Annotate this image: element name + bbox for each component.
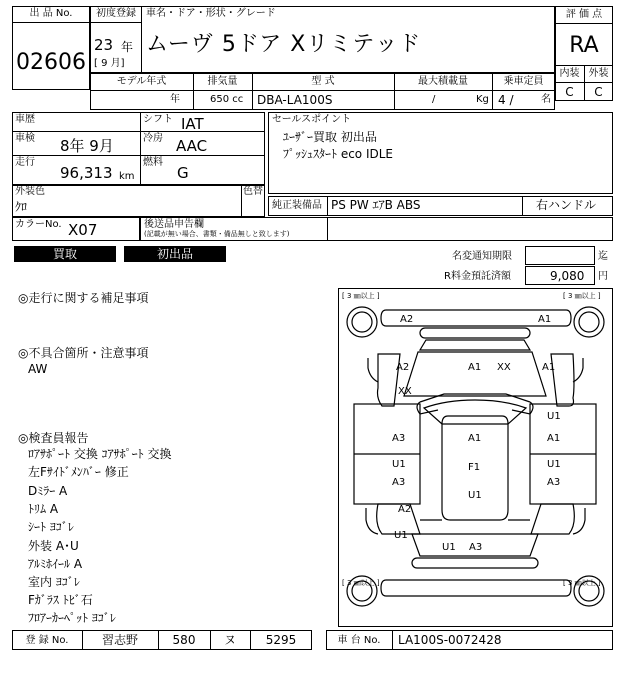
inspector-line-6: 外装 A･U [28,539,79,553]
mark-front-bumper-left: A2 [400,314,414,325]
hood [404,352,546,396]
inspector-line-10: ﾌﾛｱｰｶｰﾍﾟｯﾄ ﾖｺﾞﾚ [28,611,116,625]
mileage-unit: km [119,171,135,182]
int-ext-hdivider [555,82,613,83]
grade-label: 評 価 点 [565,9,603,20]
mark-rear-gate-right: A3 [469,542,483,553]
inspection-value: 8年 9月 [60,137,114,155]
grade-value: RA [569,33,599,58]
model-year-label: モデル年式 [116,76,167,87]
inspector-line-5: ｼｰﾄ ﾖｺﾞﾚ [28,520,74,534]
mark-right-rear-door-upper: U1 [547,459,561,470]
first-reg-year-unit: 年 [121,40,134,54]
displacement-label: 排気量 [207,76,238,87]
first-reg-divider [141,22,142,73]
exterior-grade: C [594,85,603,99]
aftermarket-label: 後送品申告欄 [144,219,204,230]
capacity-label: 乗車定員 [503,76,544,87]
lot-no: 02606 [16,50,86,75]
first-reg-year: 23 [94,36,114,54]
inspector-line-9: Fｶﾞﾗｽ ﾄﾋﾞ石 [28,593,93,607]
car-name: ムーヴ 5ドア Xリミテッド [146,32,422,57]
shift-label: シフト [143,114,173,125]
driving-notes-heading: ◎走行に関する補足事項 [18,291,149,305]
reg-number: 5295 [265,633,297,647]
tire-rr-label: [ 3 ㎜以上 ] [563,579,601,587]
displacement-value: 650 cc [210,94,244,105]
reg-area: 習志野 [101,633,138,647]
inspector-line-3: Dﾐﾗｰ A [28,484,68,498]
chassis-label: 車 台 No. [337,635,381,646]
equipment-value: PS PW ｴｱB ABS [331,198,421,212]
first-reg-month: [ 9 月] [94,58,125,69]
mark-left-front-fender-upper: A2 [396,362,410,373]
mileage-label: 走行 [15,157,35,168]
mark-left-front-fender-lower: XX [398,386,412,397]
defects-line-1: AW [28,362,48,376]
inspector-line-1: ﾛｱｻﾎﾟｰﾄ 交換 ｺｱｻﾎﾟｰﾄ 交換 [28,447,172,461]
aftermarket-div [327,217,328,241]
color-value: ｸﾛ [15,200,28,214]
inspector-line-7: ｱﾙﾐﾎｲｰﾙ A [28,557,83,571]
fuel-value: G [177,164,189,182]
mark-left-front-door: A3 [392,433,406,444]
mark-right-front-fender: A1 [542,362,556,373]
mark-hood-left: A1 [468,362,482,373]
type-value: DBA-LA100S [257,93,333,107]
aircon-label: 冷房 [143,133,163,144]
car-diagram [338,288,613,627]
name-change-label: 名変通知期限 [452,251,512,262]
steering-side: 右ハンドル [536,198,597,212]
inspector-heading: ◎検査員報告 [18,431,89,445]
model-year-unit: 年 [170,94,180,105]
recycle-unit: 円 [598,271,608,282]
mileage-value: 96,313 [60,164,113,182]
mark-left-rear-door-lower: A3 [392,477,406,488]
mark-right-rear-door-lower: A3 [547,477,561,488]
details-left-mid [140,112,141,185]
sales-point-line-2: ﾌﾟｯｼｭｽﾀｰﾄ eco IDLE [283,147,393,161]
mark-roof-middle: F1 [468,462,481,473]
spec-header-line [90,90,555,91]
color-box [12,185,265,217]
equipment-div-2 [522,196,523,216]
mark-right-front-door-upper: U1 [547,411,561,422]
inspection-label: 車検 [15,133,35,144]
color-change-div [241,185,242,217]
mark-roof-front: A1 [468,433,482,444]
details-row-2 [12,155,265,156]
reg-kana: ヌ [223,633,236,647]
color-no-value: X07 [68,221,98,239]
equipment-div-1 [327,196,328,216]
name-change-box [525,246,595,265]
first-reg-label: 初度登録 [96,8,136,19]
details-row-1 [12,131,265,132]
name-change-unit: 迄 [598,251,608,262]
recycle-label: R料金預託済額 [444,271,511,282]
load-label: 最大積載量 [418,76,468,87]
capacity-unit: 名 [541,94,551,105]
history-label: 車歴 [15,114,35,125]
shift-value: IAT [181,115,204,133]
mark-rear-gate-left: U1 [442,542,456,553]
recycle-value: 9,080 [550,269,585,283]
mark-hood-right: XX [497,362,511,373]
grade-divider [555,23,613,24]
inspector-line-2: 左Fｻｲﾄﾞﾒﾝﾊﾞｰ 修正 [28,465,129,479]
mark-roof-rear: U1 [468,490,482,501]
inspector-line-8: 室内 ﾖｺﾞﾚ [28,575,80,589]
mark-front-bumper-right: A1 [538,314,552,325]
tire-rl-label: [ 3 ㎜以上 ] [342,579,380,587]
capacity-value: 4 / [498,93,514,107]
type-label: 型 式 [311,76,335,87]
aircon-value: AAC [176,137,208,155]
load-value: / [432,94,436,105]
aftermarket-note: (記載が無い場合、書類・備品無しと致します) [144,230,290,238]
mark-right-front-door-lower: A1 [547,433,561,444]
color-change-label: 色替 [243,186,263,197]
interior-grade: C [565,85,574,99]
load-unit: Kg [476,94,489,105]
chassis-div [392,630,393,650]
sales-point-label: セールスポイント [272,114,352,125]
equipment-label: 純正装備品 [272,200,322,211]
mark-left-rear-fender-lower: U1 [394,530,408,541]
reg-label: 登 録 No. [25,635,69,646]
inspector-line-4: ﾄﾘﾑ A [28,502,59,516]
defects-heading: ◎不具合箇所・注意事項 [18,346,149,360]
buyback-badge: 買取 [14,246,116,262]
details-left [12,112,265,185]
reg-class: 580 [172,633,196,647]
mark-left-rear-fender-upper: A2 [398,504,412,515]
first-listing-badge: 初出品 [124,246,226,262]
color-label: 外装色 [15,186,45,197]
chassis-number: LA100S-0072428 [398,633,502,647]
tire-fl-label: [ 3 ㎜以上 ] [342,292,380,300]
tire-fr-label: [ 3 ㎜以上 ] [563,292,601,300]
interior-label: 内装 [559,68,580,79]
color-no-label: カラーNo. [15,219,62,230]
exterior-label: 外装 [588,68,609,79]
sales-point-line-1: ﾕｰｻﾞｰ買取 初出品 [283,130,377,144]
lot-no-label: 出 品 No. [29,8,73,19]
rear-bumper [381,580,571,596]
fuel-label: 燃料 [143,157,163,168]
carname-label: 車名・ドア・形状・グレード [146,8,276,19]
right-rear-fender [531,504,574,534]
mark-left-rear-door-upper: U1 [392,459,406,470]
